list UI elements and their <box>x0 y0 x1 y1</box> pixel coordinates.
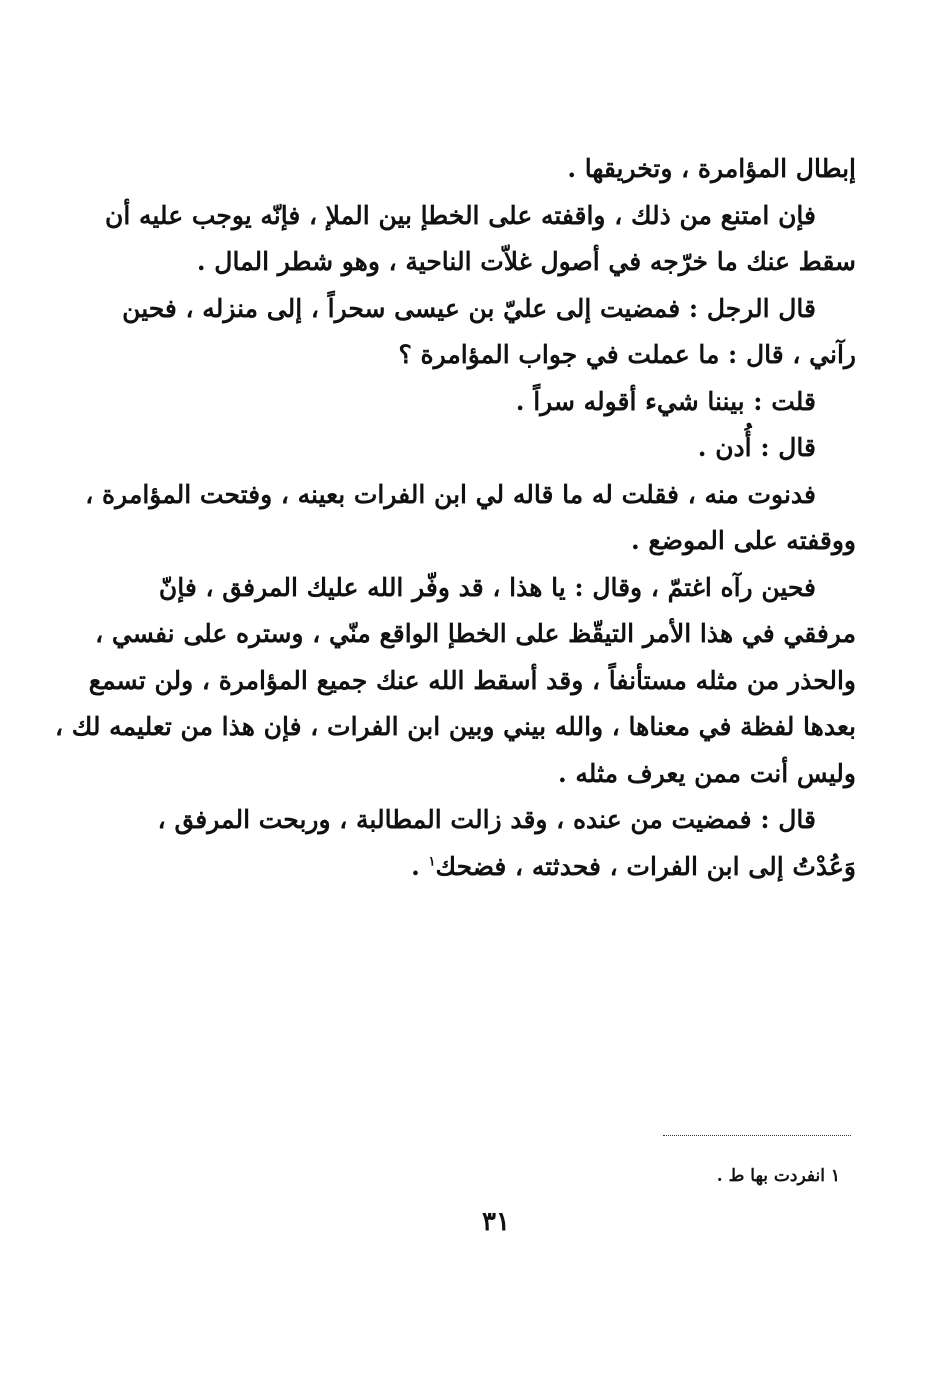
text-line: إبطال المؤامرة ، وتخريقها . <box>567 154 856 183</box>
paragraph-8 <box>157 797 856 890</box>
paragraph-5 <box>182 425 856 472</box>
text-line-with-footnote <box>182 844 856 891</box>
text-line: مرفقي في هذا الأمر التيقّظ على الخطإ الواقع منّي ، وستره على نفسي ، <box>95 619 856 648</box>
footnote-marker: ١ <box>428 854 436 870</box>
paragraph-7 <box>55 565 856 798</box>
text-line: قال : فمضيت من عنده ، وقد زالت المطالبة ، وربحت المرفق ، <box>157 805 816 834</box>
page-number: ٣١ <box>482 1207 510 1237</box>
text-line: سقط عنك ما خرّجه في أصول غلاّت الناحية ، وهو شطر المال . <box>196 247 856 276</box>
text-line: فحين رآه اغتمّ ، وقال : يا هذا ، قد وفّر الله عليك المرفق ، فإنّ <box>158 572 816 602</box>
text-segment: وَعُدْتُ إلى ابن الفرات ، فحدثته ، فضحك <box>435 851 856 881</box>
text-line: قلت : بيننا شيء أقوله سراً . <box>515 386 816 416</box>
text-line: فدنوت منه ، فقلت له ما قاله لي ابن الفرات بعينه ، وفتحت المؤامرة ، <box>85 479 816 509</box>
text-line: رآني ، قال : ما عملت في جواب المؤامرة ؟ <box>398 340 856 369</box>
paragraph-6 <box>85 472 856 565</box>
paragraph-1 <box>182 146 856 193</box>
paragraph-4 <box>182 379 856 426</box>
text-line: ووقفته على الموضع . <box>631 526 856 555</box>
main-text-block <box>55 146 856 890</box>
text-line: بعدها لفظة في معناها ، والله بيني وبين ابن الفرات ، فإن هذا من تعليمه لك ، <box>55 712 856 741</box>
text-line: فإن امتنع من ذلك ، واقفته على الخطإ بين الملإ ، فإنّه يوجب عليه أن <box>104 200 816 230</box>
text-line: قال : أُدن . <box>697 433 816 462</box>
text-line: قال الرجل : فمضيت إلى عليّ بن عيسى سحراً ، إلى منزله ، فحين <box>122 293 816 323</box>
text-segment: . <box>411 851 429 881</box>
footnote-separator <box>663 1135 851 1136</box>
paragraph-2 <box>104 193 856 286</box>
text-line: وليس أنت ممن يعرف مثله . <box>558 758 856 788</box>
paragraph-3 <box>122 286 856 379</box>
footnote: ١ انفردت بها ط . <box>716 1166 840 1186</box>
text-line: والحذر من مثله مستأنفاً ، وقد أسقط الله عنك جميع المؤامرة ، ولن تسمع <box>88 665 856 695</box>
